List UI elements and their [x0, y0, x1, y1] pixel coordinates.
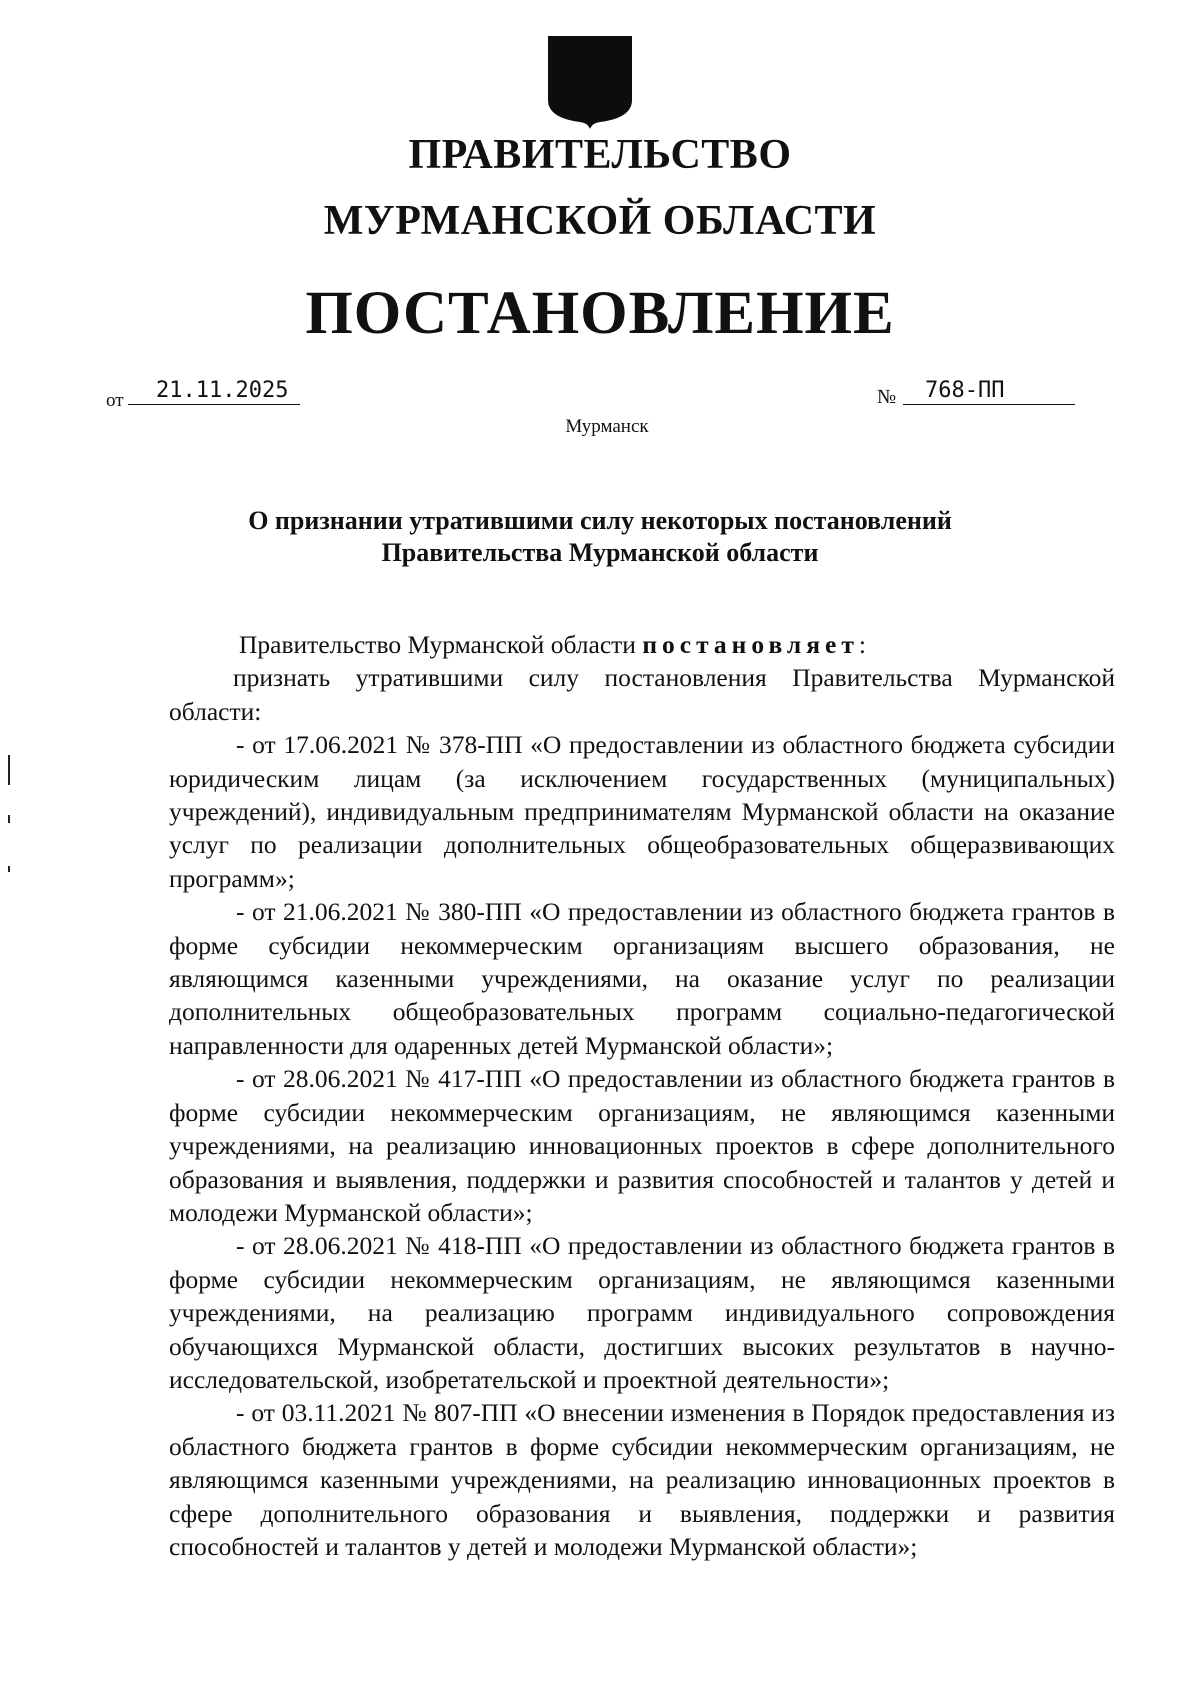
- org-name-line2: МУРМАНСКОЙ ОБЛАСТИ: [323, 198, 877, 244]
- preamble-text: Правительство Мурманской области: [239, 630, 643, 659]
- document-title: [0, 505, 1200, 569]
- document-title-line2: Правительства Мурманской области: [381, 538, 819, 567]
- document-title-line1: О признании утратившими силу некоторых постановлений: [248, 506, 952, 535]
- date-prefix: от: [106, 390, 124, 411]
- preamble-colon: :: [858, 630, 866, 659]
- document-number: 768-ПП: [903, 378, 1075, 405]
- coat-of-arms-emblem: [548, 36, 632, 129]
- preamble-paragraph: [169, 628, 1115, 661]
- issue-city: Мурманск: [565, 416, 649, 437]
- number-prefix: №: [877, 386, 897, 408]
- document-body: [169, 628, 1115, 1563]
- document-type-heading: ПОСТАНОВЛЕНИЕ: [305, 280, 895, 347]
- repealed-item: - от 03.11.2021 № 807-ПП «О внесении изменения в Порядок предоставления из областного бюджета грантов в форме субсидии некоммерческим организациям, не являющимся казенными учреждениями, на реализацию инновационных проектов в сфере дополнительного образования и выявления, поддержки и развития способностей и талантов у детей и молодежи Мурманской области»;: [169, 1398, 1115, 1561]
- scan-mark: [8, 866, 10, 872]
- repealed-item: - от 17.06.2021 № 378-ПП «О предоставлении из областного бюджета субсидии юридическим лицам (за исключением государственных (муниципальных) учреждений), индивидуальным предпринимателям Мурманской области на оказание услуг по реализации дополнительных общеобразовательных общеразвивающих программ»;: [169, 730, 1115, 893]
- document-date: 21.11.2025: [128, 378, 300, 405]
- repealed-item: - от 21.06.2021 № 380-ПП «О предоставлении из областного бюджета грантов в форме субсидии некоммерческим организациям высшего образования, не являющимся казенными учреждениями, на оказание услуг по реализации дополнительных общеобразовательных программ социально-педагогической направленности для одаренных детей Мурманской области»;: [169, 897, 1115, 1060]
- preamble-decree-word: постановляет: [642, 630, 859, 659]
- repealed-item: - от 28.06.2021 № 418-ПП «О предоставлении из областного бюджета грантов в форме субсидии некоммерческим организациям, не являющимся казенными учреждениями, на реализацию программ индивидуального сопровождения обучающихся Мурманской области, достигших высоких результатов в научно-исследовательской, изобретательской и проектной деятельности»;: [169, 1231, 1115, 1394]
- scan-mark: [8, 815, 10, 823]
- org-name-line1: ПРАВИТЕЛЬСТВО: [408, 132, 792, 178]
- repealed-item: - от 28.06.2021 № 417-ПП «О предоставлении из областного бюджета грантов в форме субсидии некоммерческим организациям, не являющимся казенными учреждениями, на реализацию инновационных проектов в сфере дополнительного образования и выявления, поддержки и развития способностей и талантов у детей и молодежи Мурманской области»;: [169, 1064, 1115, 1227]
- scan-mark: [8, 755, 10, 785]
- intro-paragraph: признать утратившими силу постановления Правительства Мурманской области:: [169, 663, 1115, 726]
